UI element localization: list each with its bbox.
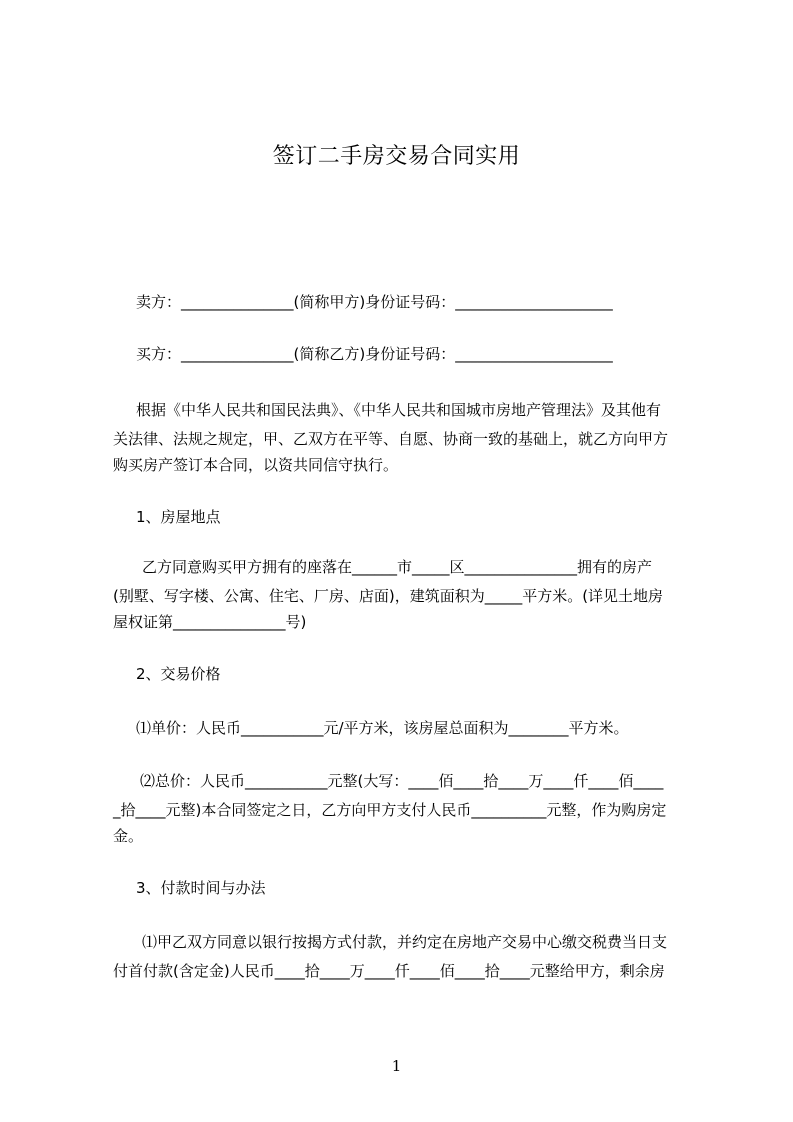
section1-line-3: 屋权证第_______________号) (113, 613, 307, 631)
section3-heading: 3、付款时间与办法 (136, 879, 266, 897)
total-price-line-3: 金。 (113, 827, 144, 845)
intro-line-3: 购买房产签订本合同，以资共同信守执行。 (113, 456, 399, 474)
buyer-line: 买方：_______________(简称乙方)身份证号码：_____________________ (136, 345, 613, 363)
section1-line-1: 乙方同意购买甲方拥有的座落在______市_____区_______________拥有的房产 (142, 558, 653, 576)
seller-line: 卖方：_______________(简称甲方)身份证号码：_____________________ (136, 293, 613, 311)
section2-heading: 2、交易价格 (136, 665, 221, 683)
intro-line-2: 关法律、法规之规定，甲、乙双方在平等、自愿、协商一致的基础上，就乙方向甲方 (113, 430, 669, 448)
intro-line-1: 根据《中华人民共和国民法典》、《中华人民共和国城市房地产管理法》及其他有 (136, 401, 662, 419)
total-price-line-1: ⑵总价：人民币___________元整(大写：____佰____拾____万____仟____佰____ (140, 772, 664, 790)
section1-heading: 1、房屋地点 (136, 508, 221, 526)
unit-price-line: ⑴单价：人民币___________元/平方米，该房屋总面积为________平方米。 (136, 719, 629, 737)
page-number: 1 (391, 1057, 402, 1075)
section3-line-2: 付首付款(含定金)人民币____拾____万____仟____佰____拾____元整给甲方，剩余房 (113, 962, 665, 980)
section3-line-1: ⑴甲乙双方同意以银行按揭方式付款，并约定在房地产交易中心缴交税费当日支 (142, 933, 668, 951)
section1-line-2: (别墅、写字楼、公寓、住宅、厂房、店面)，建筑面积为_____平方米。(详见土地房 (113, 587, 664, 605)
document-title: 签订二手房交易合同实用 (272, 144, 521, 169)
total-price-line-2: _拾____元整)本合同签定之日，乙方向甲方支付人民币__________元整，作为购房定 (113, 801, 667, 819)
